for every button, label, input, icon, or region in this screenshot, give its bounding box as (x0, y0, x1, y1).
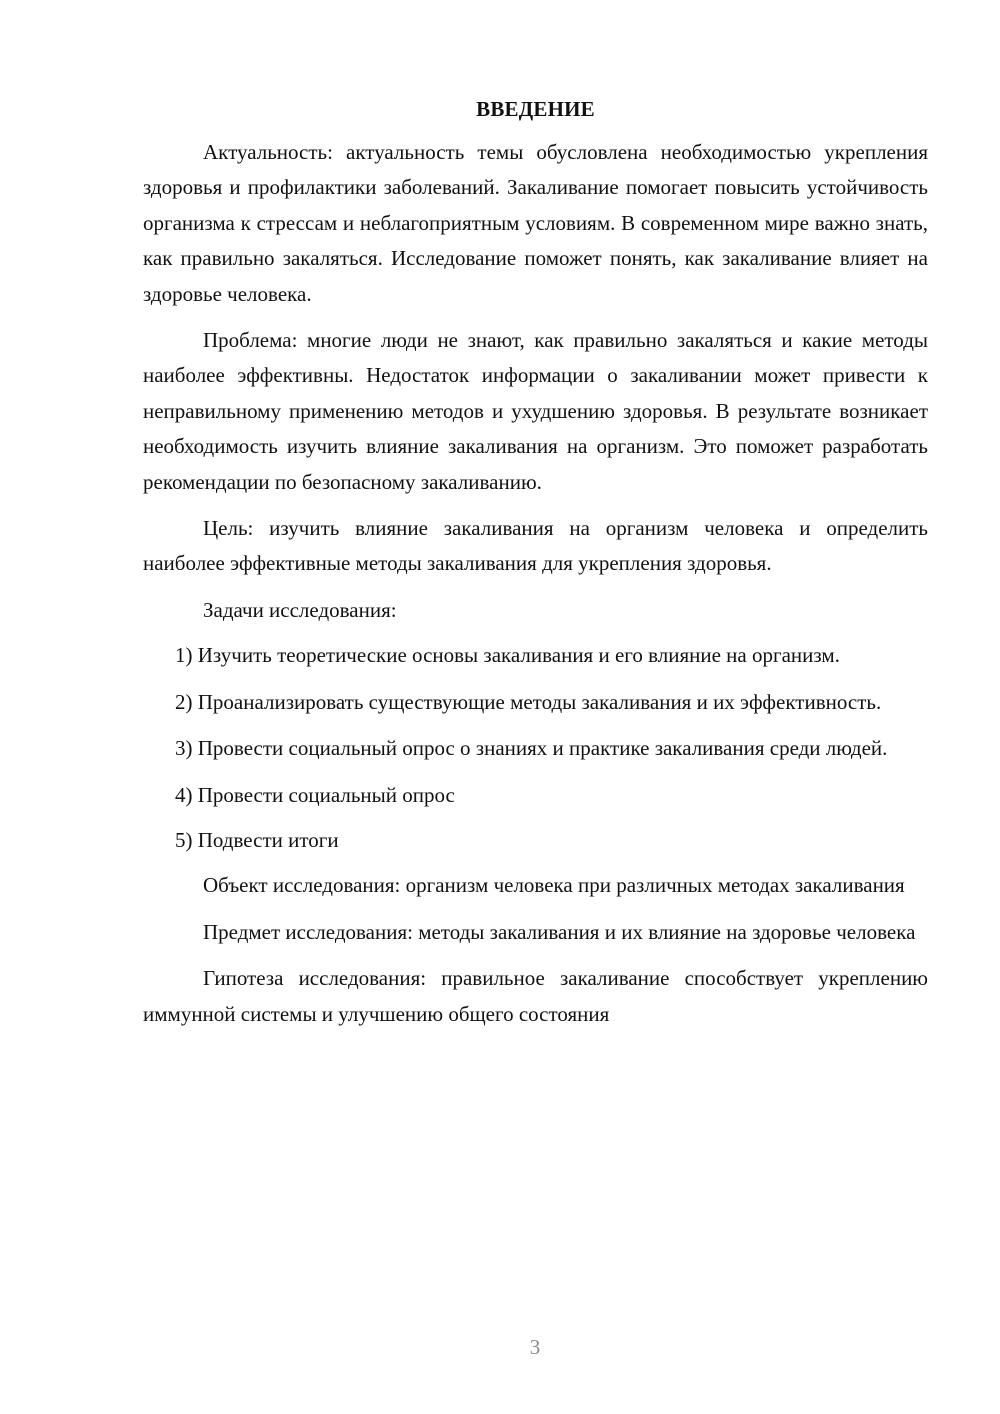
subject-paragraph: Предмет исследования: методы закаливания и их влияние на здоровье человека (203, 919, 916, 944)
task-item-5: 5) Подвести итоги (175, 827, 339, 852)
relevance-paragraph: Актуальность: актуальность темы обусловлена необходимостью укрепления здоровья и профилактики заболеваний. Закаливание помогает повысить устойчивость организма к стрессам и неблагоприятным условиям. В современном мире важно знать, как правильно закаляться. Исследование поможет понять, как закаливание влияет на здоровье человека. (143, 140, 928, 306)
task-item-3: 3) Провести социальный опрос о знаниях и практике закаливания среди людей. (175, 736, 888, 761)
task-item-1: 1) Изучить теоретические основы закаливания и его влияние на организм. (175, 643, 840, 668)
problem-paragraph: Проблема: многие люди не знают, как правильно закаляться и какие методы наиболее эффективны. Недостаток информации о закаливании может привести к неправильному применению методов и ухудшению здоровья. В результате возникает необходимость изучить влияние закаливания на организм. Это поможет разработать рекомендации по безопасному закаливанию. (143, 328, 928, 494)
page-title: ВВЕДЕНИЕ (476, 97, 595, 121)
hypothesis-paragraph: Гипотеза исследования: правильное закаливание способствует укреплению иммунной системы и улучшению общего состояния (143, 966, 928, 1026)
tasks-heading: Задачи исследования: (203, 597, 397, 622)
task-item-2: 2) Проанализировать существующие методы закаливания и их эффективность. (175, 689, 882, 714)
object-paragraph: Объект исследования: организм человека при различных методах закаливания (203, 873, 905, 898)
page-number: 3 (529, 1335, 541, 1359)
goal-paragraph: Цель: изучить влияние закаливания на организм человека и определить наиболее эффективные методы закаливания для укрепления здоровья. (143, 516, 928, 576)
document-body (143, 92, 928, 1043)
task-item-4: 4) Провести социальный опрос (175, 782, 455, 807)
